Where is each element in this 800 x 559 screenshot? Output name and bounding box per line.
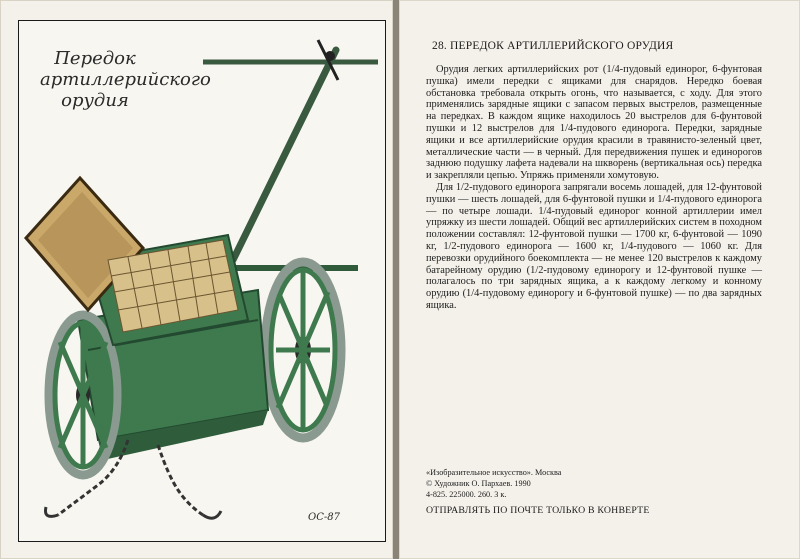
caption-line-3: орудия	[61, 90, 129, 111]
caption-line-1: Передок	[54, 48, 136, 69]
article-paragraph: Орудия легких артиллерийских рот (1/4-пудовый единорог, 6-фунтовая пушка) имели передки с ящиками для снарядов. Нередко боевая обстановка требовала открыть огонь, что называется, с ходу. Для этого применялись зарядные ящики с запасом первых выстрелов, размещенные на передках. В каждом ящике находилось 20 выстрелов для 6-фунтовой пушки и 12 выстрелов для 1/4-пудового единорога. Передки, зарядные ящики и все артиллерийские орудия красили в травянисто-зеленый цвет, металлические части — в черный. Для передвижения пушек и единорогов заднюю подушку лафета надевали на шкворень (вертикальная ось) передка и закрепляли цепью. Упряжь применяли хомутовую.	[426, 64, 762, 182]
imprint-line-artist: © Художник О. Пархаев. 1990	[426, 479, 531, 488]
imprint-line-publisher: «Изобразительное искусство». Москва	[426, 468, 562, 477]
article-paragraph: Для 1/2-пудового единорога запрягали восемь лошадей, для 12-фунтовой пушки — шесть лошадей, для 6-фунтовой пушки и 1/4-пудового единорога — по четыре лошади. 1/4-пудовый единорог конной артиллерии имел упряжку из шести лошадей. Общий вес артиллерийских систем в походном положении составлял: 12-фунтовой пушки — 1700 кг, 6-фунтовой — 1090 кг, 1/2-пудового единорога — 1600 кг, 1/4-пудового — 1060 кг. Для перевозки орудийного боекомплекта — не менее 120 выстрелов к каждому батарейному орудию (1/2-пудовому единорогу и 12-фунтовой пушке — полагалось по три зарядных ящика, а к каждому легкому и конному орудию (1/4-пудовому единорогу и 6-фунтовой пушке) — по два зарядных ящика.	[426, 181, 762, 311]
article-title: 28. ПЕРЕДОК АРТИЛЛЕРИЙСКОГО ОРУДИЯ	[432, 40, 674, 52]
imprint-line-print-info: 4-825. 225000. 260. 3 к.	[426, 490, 507, 499]
publisher-imprint	[426, 467, 766, 500]
illustration-caption	[40, 48, 211, 111]
artist-signature: ОС-87	[308, 512, 340, 523]
mail-instruction: ОТПРАВЛЯТЬ ПО ПОЧТЕ ТОЛЬКО В КОНВЕРТЕ	[426, 505, 650, 516]
postcard-front	[0, 0, 393, 559]
article-body	[426, 64, 762, 312]
caption-line-2: артиллерийского	[40, 69, 211, 90]
